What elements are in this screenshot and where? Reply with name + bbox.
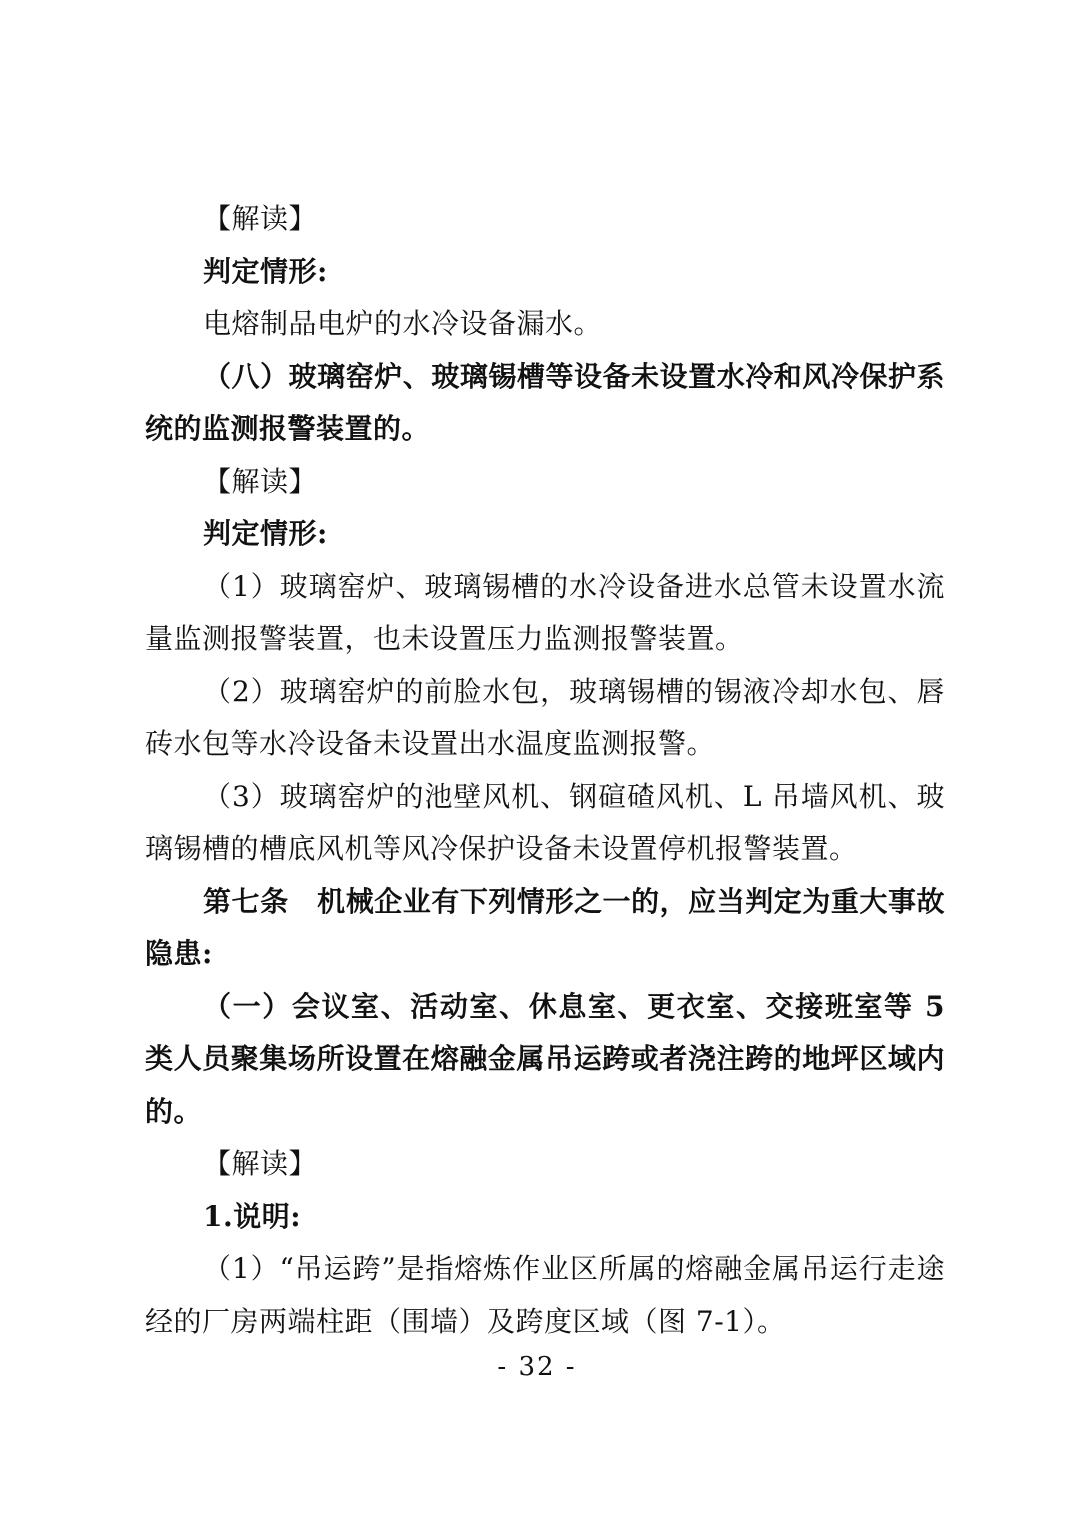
body-paragraph: （3）玻璃窑炉的池壁风机、钢碹碴风机、L 吊墙风机、玻璃锡槽的槽底风机等风冷保护设备未设置停机报警装置。 <box>145 779 945 865</box>
judgment-situation-heading: 判定情形: <box>203 517 328 550</box>
document-body <box>145 193 945 1348</box>
clause-heading-eight: （八）玻璃窑炉、玻璃锡槽等设备未设置水冷和风冷保护系统的监测报警装置的。 <box>145 359 945 445</box>
explanation-heading: 1.说明: <box>203 1199 302 1233</box>
interpretation-heading: 【解读】 <box>203 464 318 498</box>
body-paragraph: （2）玻璃窑炉的前脸水包，玻璃锡槽的锡液冷却水包、唇砖水包等水冷设备未设置出水温度监测报警。 <box>145 674 945 760</box>
page-number: - 32 - <box>497 1352 577 1382</box>
body-paragraph: 电熔制品电炉的水冷设备漏水。 <box>203 307 603 340</box>
body-paragraph: （1）玻璃窑炉、玻璃锡槽的水冷设备进水总管未设置水流量监测报警装置，也未设置压力监测报警装置。 <box>145 569 945 655</box>
interpretation-heading: 【解读】 <box>203 1147 318 1180</box>
interpretation-heading: 【解读】 <box>203 202 318 235</box>
judgment-situation-heading: 判定情形: <box>203 254 328 288</box>
body-paragraph: （1）“吊运跨”是指熔炼作业区所属的熔融金属吊运行走途经的厂房两端柱距（围墙）及跨度区域（图 7-1）。 <box>145 1252 945 1338</box>
clause-heading-one: （一）会议室、活动室、休息室、更衣室、交接班室等 5 类人员聚集场所设置在熔融金属吊运跨或者浇注跨的地坪区域内的。 <box>145 989 945 1128</box>
article-seven-heading: 第七条 机械企业有下列情形之一的，应当判定为重大事故隐患: <box>145 884 945 970</box>
